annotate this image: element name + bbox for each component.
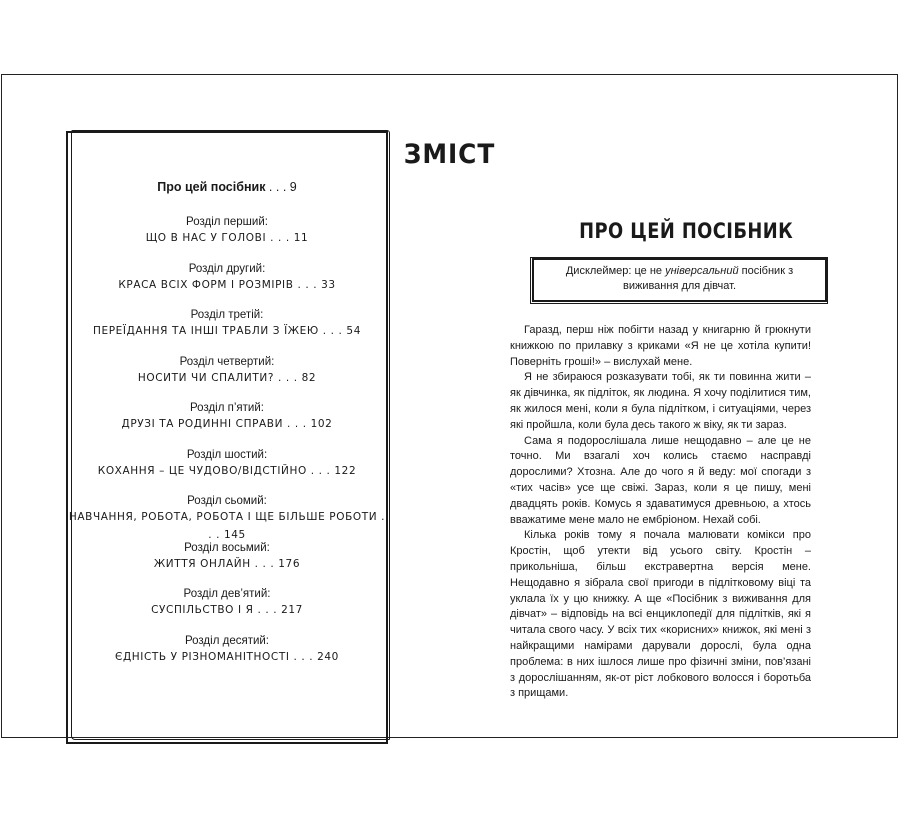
- body-paragraph: Гаразд, перш ніж побігти назад у книгарню й грюкнути книжкою по прилавку з криками «Я не це хотіла купити! Поверніть гроші!» – вислухай мене.: [510, 324, 811, 368]
- toc-section-label: Розділ другий:: [188, 262, 266, 275]
- toc-section-label: Розділ десятий:: [184, 634, 269, 647]
- toc-chapter-title: ПЕРЕЇДАННЯ ТА ІНШІ ТРАБЛИ З ЇЖЕЮ . . . 54: [93, 325, 361, 337]
- toc-chapter-title: НОСИТИ ЧИ СПАЛИТИ? . . . 82: [137, 371, 317, 384]
- toc-section-label: Розділ п’ятий:: [190, 402, 264, 414]
- toc-item: [66, 401, 388, 448]
- toc-section-label: Розділ четвертий:: [179, 355, 275, 368]
- body-paragraph: Сама я подорослішала лише нещодавно – але це не точно. Ми взагалі хоч колись стаємо насправді дорослими? Хтозна. Але до чого я й веду: мої спогади з «тих часів» усе ще свіжі. Зараз, коли я це пишу, мені двадцять років. Комусь я здаватимуся древньою, а хтось вважатиме мене мало не ембріоном. Нехай собі.: [510, 434, 811, 526]
- toc-section-label: Розділ третій:: [190, 309, 264, 321]
- toc-intro-page: . . . 9: [265, 180, 297, 194]
- toc-intro-label: Про цей посібник: [157, 180, 266, 194]
- toc-section-label: Розділ сьомий:: [187, 495, 267, 507]
- body-paragraph: Я не збираюся розказувати тобі, як ти повинна жити – як дівчинка, як підліток, як людина. Я хочу поділитися тим, як жилося мені, коли я була підлітком, і ситуаціями, через які пройшла, коли була десь такого ж віку, як ти зараз.: [510, 371, 811, 431]
- page-title: ПРО ЦЕЙ ПОСІБНИК: [579, 219, 794, 243]
- toc-chapter-title: НАВЧАННЯ, РОБОТА, РОБОТА І ЩЕ БІЛЬШЕ РОБОТИ . . . 145: [68, 511, 386, 541]
- body-text: [510, 323, 811, 702]
- toc-chapter-title: ЖИТТЯ ОНЛАЙН . . . 176: [153, 557, 301, 570]
- toc-title: ЗМІСТ: [403, 139, 496, 170]
- toc-chapter-title: СУСПІЛЬСТВО І Я . . . 217: [151, 604, 303, 616]
- toc-section-label: Розділ восьмий:: [184, 541, 270, 554]
- toc-section-label: Розділ шостий:: [186, 448, 268, 461]
- toc-section-label: Розділ перший:: [186, 216, 268, 228]
- toc-item: [66, 494, 388, 541]
- disclaimer-box: [532, 258, 827, 302]
- toc-chapter-title: КОХАННЯ – ЦЕ ЧУДОВО/ВІДСТІЙНО . . . 122: [97, 464, 357, 477]
- toc-item: [66, 215, 388, 262]
- toc-item: [66, 541, 388, 588]
- disclaimer-text-end: посібник з виживання для дівчат.: [622, 265, 794, 292]
- toc-item: [66, 634, 388, 681]
- toc-chapter-title: ЩО В НАС У ГОЛОВІ . . . 11: [145, 232, 309, 244]
- toc-intro-entry: [66, 180, 388, 194]
- book-spread: [1, 74, 898, 738]
- toc-chapter-title: ЄДНІСТЬ У РІЗНОМАНІТНОСТІ . . . 240: [115, 650, 339, 663]
- toc-chapter-title: КРАСА ВСІХ ФОРМ І РОЗМІРІВ . . . 33: [118, 278, 336, 291]
- toc-section-label: Розділ дев’ятий:: [183, 588, 271, 600]
- toc-item: [66, 308, 388, 355]
- body-paragraph: Кілька років тому я почала малювати комікси про Кростін, щоб утекти від усього світу. Кростін – прикольніша, більш екстравертна версія мене. Нещодавно я зібрала свої пригоди в підлітковому віці та уклала їх у цю книжку. А ще «Посібник з виживання для дівчат» – відповідь на всі енциклопедії для підлітків, які я читала свого часу. У всіх тих «корисних» книжок, які мені з найкращими намірами дарували дорослі, була одна проблема: в них ішлося лише про фізичні зміни, пов’язані з дорослішанням, як-от ріст лобкового волосся і боротьба з прищами.: [510, 529, 811, 700]
- toc-item: [66, 448, 388, 495]
- disclaimer-emphasis: універсальний: [665, 265, 739, 277]
- disclaimer-text-start: Дисклеймер: це не: [565, 265, 666, 277]
- toc-chapter-title: ДРУЗІ ТА РОДИННІ СПРАВИ . . . 102: [121, 418, 333, 430]
- toc-item: [66, 262, 388, 309]
- toc-list: [66, 215, 388, 680]
- toc-item: [66, 587, 388, 634]
- toc-item: [66, 355, 388, 402]
